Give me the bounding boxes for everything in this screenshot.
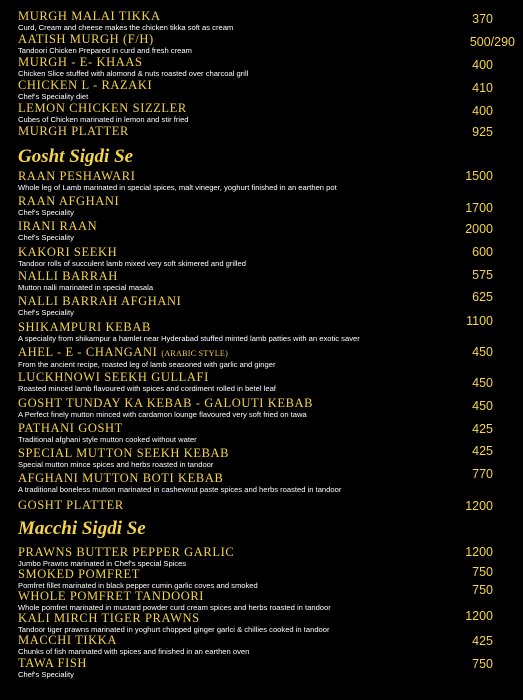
item-price: 2000 bbox=[465, 222, 493, 236]
section-heading: Gosht Sigdi Se bbox=[18, 146, 134, 167]
menu-item bbox=[18, 346, 458, 369]
item-name: KALI MIRCH TIGER PRAWNS bbox=[18, 611, 200, 625]
item-description: A speciality from shikampur a hamlet near Hyderabad stuffed minted lamb patties with an exotic saver bbox=[18, 334, 360, 343]
item-description: Jumbo Prawns marinated in Chef's special Spices bbox=[18, 559, 187, 568]
menu-item bbox=[18, 33, 458, 55]
item-price: 1700 bbox=[465, 201, 493, 215]
item-name: IRANI RAAN bbox=[18, 219, 98, 233]
item-price: 425 bbox=[472, 422, 493, 436]
item-name: RAAN PESHAWARI bbox=[18, 169, 136, 183]
item-price: 370 bbox=[472, 12, 493, 26]
item-description: Cubes of Chicken marinated in lemon and stir fried bbox=[18, 115, 189, 124]
item-name: SPECIAL MUTTON SEEKH KEBAB bbox=[18, 446, 230, 460]
item-name: LEMON CHICKEN SIZZLER bbox=[18, 101, 187, 115]
menu-item bbox=[18, 321, 458, 343]
menu-item bbox=[18, 170, 458, 192]
item-price: 625 bbox=[472, 290, 493, 304]
item-price: 750 bbox=[472, 565, 493, 579]
menu-item bbox=[18, 102, 458, 124]
item-price: 770 bbox=[472, 467, 493, 481]
menu-item bbox=[18, 246, 458, 268]
section-heading: Macchi Sigdi Se bbox=[18, 518, 146, 539]
item-name-text: AHEL - E - CHANGANI bbox=[18, 345, 158, 359]
item-price: 450 bbox=[472, 399, 493, 413]
item-price: 500/290 bbox=[469, 35, 515, 49]
item-description: Whole pomfret marinated in mustard powder curd cream spices and herbs roasted in tandoor bbox=[18, 603, 331, 612]
item-description: Pomfret fillet marinated in black pepper cumin garlic coves and smoked bbox=[18, 581, 258, 590]
item-price: 410 bbox=[472, 81, 493, 95]
item-description: A Perfect finely mutton minced with cardamon lounge flavoured very soft fried on tawa bbox=[18, 410, 307, 419]
menu-item bbox=[18, 371, 458, 393]
menu-item bbox=[18, 195, 458, 217]
item-name: PATHANI GOSHT bbox=[18, 421, 123, 435]
item-description: Traditional afghani style mutton cooked without water bbox=[18, 435, 197, 444]
item-description: Whole leg of Lamb marinated in special spices, malt vineger, yoghurt finished in an earthen pot bbox=[18, 183, 337, 192]
menu-item bbox=[18, 295, 458, 317]
item-price: 450 bbox=[472, 376, 493, 390]
item-description: Tandoor rolls of succulent lamb mixed very soft skimered and grilled bbox=[18, 259, 246, 268]
item-name bbox=[18, 346, 458, 360]
menu-item bbox=[18, 220, 458, 242]
item-name: PRAWNS BUTTER PEPPER GARLIC bbox=[18, 545, 235, 559]
item-description: Mutton nalli marinated in special masala bbox=[18, 283, 154, 292]
item-name: GOSHT PLATTER bbox=[18, 498, 124, 512]
item-description: Chef's Speciality bbox=[18, 308, 74, 317]
menu-item bbox=[18, 125, 458, 138]
item-price: 925 bbox=[472, 125, 493, 139]
item-price: 1200 bbox=[465, 545, 493, 559]
menu-item bbox=[18, 499, 458, 512]
item-name: GOSHT TUNDAY KA KEBAB - GALOUTI KEBAB bbox=[18, 396, 314, 410]
menu-item bbox=[18, 447, 458, 469]
item-name: RAAN AFGHANI bbox=[18, 194, 120, 208]
item-price: 425 bbox=[472, 634, 493, 648]
item-price: 400 bbox=[472, 104, 493, 118]
item-description: Tandoori Chicken Prepared in curd and fresh cream bbox=[18, 46, 192, 55]
item-name: NALLI BARRAH AFGHANI bbox=[18, 294, 182, 308]
item-name: MURGH PLATTER bbox=[18, 124, 129, 138]
item-description: From the ancient recipe, roasted leg of lamb seasoned with garlic and ginger bbox=[18, 360, 276, 369]
menu-item bbox=[18, 56, 458, 78]
menu-item bbox=[18, 270, 458, 292]
item-name: SHIKAMPURI KEBAB bbox=[18, 320, 151, 334]
item-name: AATISH MURGH (F/H) bbox=[18, 32, 154, 46]
menu-item bbox=[18, 422, 458, 444]
item-name: AFGHANI MUTTON BOTI KEBAB bbox=[18, 471, 224, 485]
item-price: 600 bbox=[472, 245, 493, 259]
item-description: Roasted minced lamb flavoured with spices and cordiment rolled in betel leaf bbox=[18, 384, 276, 393]
item-description: Special mutton mince spices and herbs roasted in tandoor bbox=[18, 460, 214, 469]
item-price: 450 bbox=[472, 345, 493, 359]
item-name: MACCHI TIKKA bbox=[18, 633, 117, 647]
item-price: 1500 bbox=[465, 169, 493, 183]
item-name: LUCKHNOWI SEEKH GULLAFI bbox=[18, 370, 209, 384]
item-name: TAWA FISH bbox=[18, 656, 88, 670]
item-name: SMOKED POMFRET bbox=[18, 567, 140, 581]
menu-item bbox=[18, 590, 458, 612]
item-description: Chef's Speciality bbox=[18, 233, 74, 242]
item-name: WHOLE POMFRET TANDOORI bbox=[18, 589, 205, 603]
item-price: 425 bbox=[472, 444, 493, 458]
item-description: Chef's Speciality bbox=[18, 208, 74, 217]
item-price: 1100 bbox=[466, 314, 493, 328]
menu-item bbox=[18, 397, 458, 419]
item-description: Tandoor tiger prawns marinated in yoghurt chopped ginger garlci & chillies cooked in tandoor bbox=[18, 625, 330, 634]
menu-item bbox=[18, 10, 458, 32]
item-price: 400 bbox=[472, 58, 493, 72]
menu-item bbox=[18, 472, 458, 494]
item-price: 1200 bbox=[465, 609, 493, 623]
item-description: Chef's Speciality bbox=[18, 670, 74, 679]
item-description: A traditional boneless mutton marinated in cashewnut paste spices and herbs roasted in tandoor bbox=[18, 485, 342, 494]
item-name: NALLI BARRAH bbox=[18, 269, 118, 283]
item-price: 750 bbox=[472, 657, 493, 671]
menu-item bbox=[18, 657, 458, 679]
menu-item bbox=[18, 79, 458, 101]
menu-item bbox=[18, 546, 458, 568]
item-name: MURGH - E- KHAAS bbox=[18, 55, 143, 69]
item-price: 575 bbox=[472, 268, 493, 282]
item-name: KAKORI SEEKH bbox=[18, 245, 118, 259]
item-price: 1200 bbox=[465, 499, 493, 513]
menu-item bbox=[18, 634, 458, 656]
menu-item bbox=[18, 568, 458, 590]
item-price: 750 bbox=[472, 583, 493, 597]
item-tag: (ARABIC STYLE) bbox=[161, 349, 229, 358]
item-description: Chicken Slice stuffed with alomond & nuts roasted over charcoal grill bbox=[18, 69, 249, 78]
menu-item bbox=[18, 612, 458, 634]
item-description: Chunks of fish marinated with spices and finished in an earthen oven bbox=[18, 647, 250, 656]
item-name: CHICKEN L - RAZAKI bbox=[18, 78, 153, 92]
item-description: Curd, Cream and cheese makes the chicken tikka soft as cream bbox=[18, 23, 234, 32]
item-description: Chef's Speciality diet bbox=[18, 92, 89, 101]
item-name: MURGH MALAI TIKKA bbox=[18, 9, 161, 23]
